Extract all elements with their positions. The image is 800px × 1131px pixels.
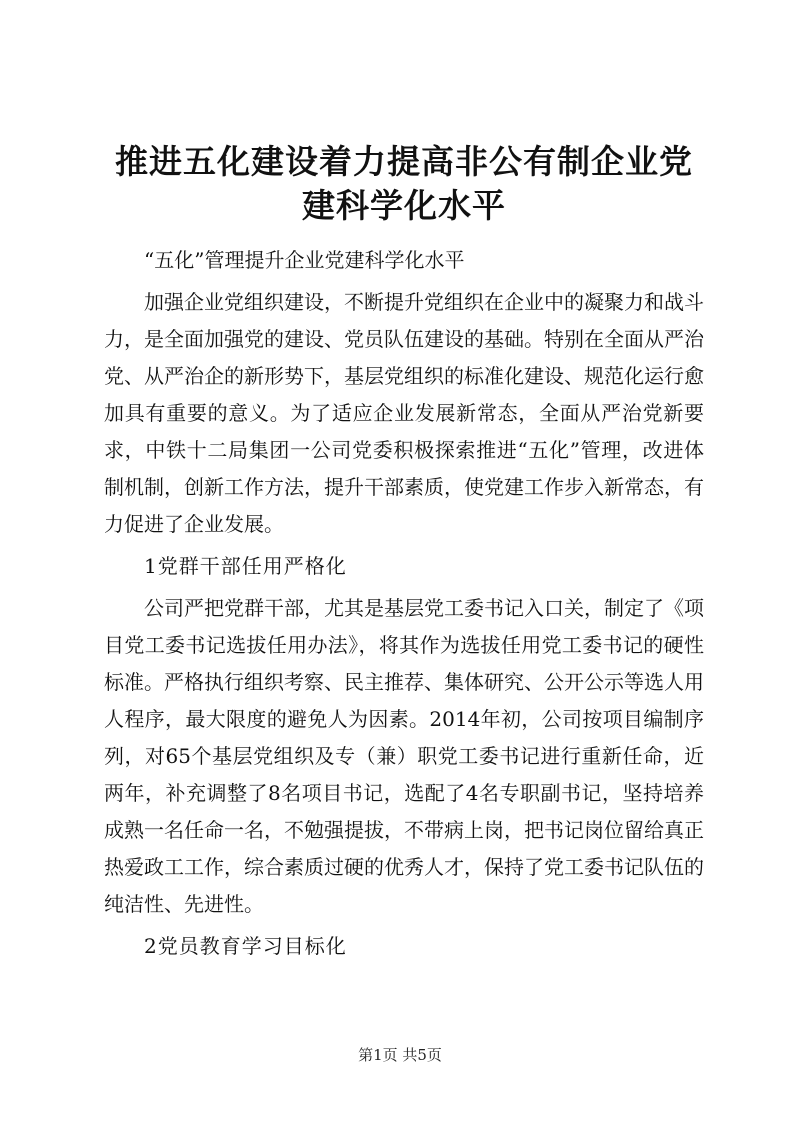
- section-heading-1: 1党群干部任用严格化: [144, 554, 347, 578]
- paragraph-intro: 加强企业党组织建设，不断提升党组织在企业中的凝聚力和战斗力，是全面加强党的建设、党员队伍建设的基础。特别在全面从严治党、从严治企的新形势下，基层党组织的标准化建设、规范化运行愈加具有重要的意义。为了适应企业发展新常态，全面从严治党新要求，中铁十二局集团一公司党委积极探索推进“五化”管理，改进体制机制，创新工作方法，提升干部素质，使党建工作步入新常态，有力促进了企业发展。: [104, 290, 704, 536]
- page-number-footer: 第1页 共5页: [358, 1046, 442, 1064]
- section-heading-2: 2党员教育学习目标化: [144, 934, 347, 958]
- document-body: [104, 242, 704, 965]
- subtitle: “五化”管理提升企业党建科学化水平: [144, 248, 465, 272]
- paragraph-section-1: 公司严把党群干部，尤其是基层党工委书记入口关，制定了《项目党工委书记选拔任用办法》，将其作为选拔任用党工委书记的硬性标准。严格执行组织考察、民主推荐、集体研究、公开公示等选人用人程序，最大限度的避免人为因素。2014年初，公司按项目编制序列，对65个基层党组织及专（兼）职党工委书记进行重新任命，近两年，补充调整了8名项目书记，选配了4名专职副书记，坚持培养成熟一名任命一名，不勉强提拔，不带病上岗，把书记岗位留给真正热爱政工工作，综合素质过硬的优秀人才，保持了党工委书记队伍的纯洁性、先进性。: [104, 596, 704, 916]
- document-title: 推进五化建设着力提高非公有制企业党建科学化水平: [115, 142, 693, 225]
